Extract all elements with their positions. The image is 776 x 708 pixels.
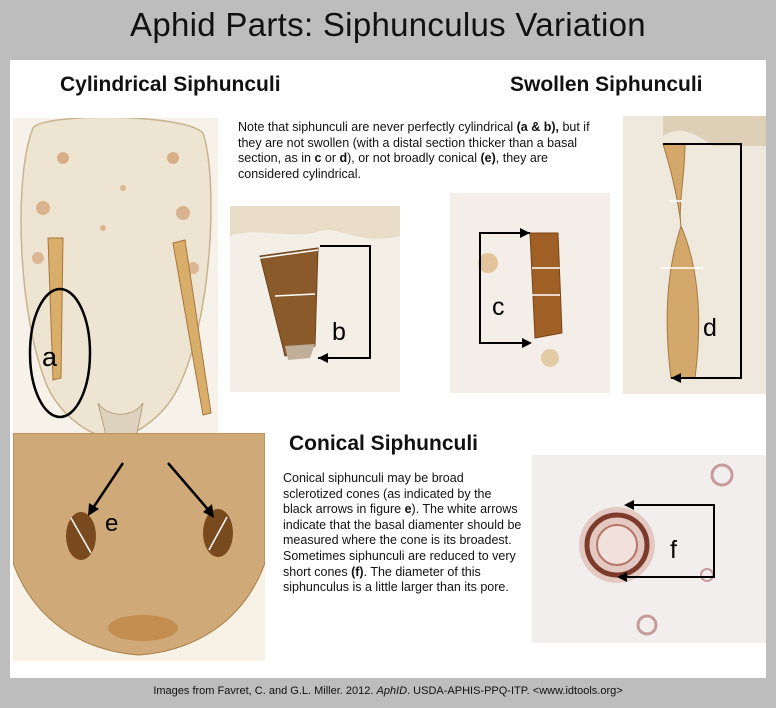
figure-label-c: c — [492, 293, 505, 321]
conical-description: Conical siphunculi may be broad sclerotized cones (as indicated by the black arrows in figure e). The white arrows indicate that the basal diamenter should be measured where the cone is its broadest. Sometimes siphunculi are reduced to very short cones (f). The diameter of this siphunculus is a little larger than its pore. — [283, 471, 522, 595]
figure-a-image — [13, 118, 218, 450]
swollen-heading: Swollen Siphunculi — [510, 73, 703, 96]
image-credit: Images from Favret, C. and G.L. Miller. 2012. AphID. USDA-APHIS-PPQ-ITP. <www.idtools.org> — [153, 685, 623, 697]
figure-label-b: b — [332, 318, 346, 346]
figure-b-image — [230, 206, 400, 392]
figure-d-image — [623, 116, 766, 394]
figure-label-d: d — [703, 314, 717, 342]
figure-c-image — [450, 193, 610, 393]
page-title: Aphid Parts: Siphunculus Variation — [130, 6, 646, 43]
figure-e-image — [13, 433, 265, 661]
figure-f-image — [532, 455, 766, 643]
content-panel — [10, 60, 766, 678]
conical-heading: Conical Siphunculi — [289, 432, 479, 455]
cylindrical-heading: Cylindrical Siphunculi — [60, 73, 281, 96]
figure-label-e: e — [105, 510, 119, 537]
figure-label-f: f — [670, 536, 677, 564]
figure-label-a: a — [42, 342, 58, 372]
cylindrical-note: Note that siphunculi are never perfectly cylindrical (a & b), but if they are not swollen (with a distal section thicker than a basal section, as in c or d), or not broadly conical (e), they are considered cylindrical. — [238, 120, 590, 181]
